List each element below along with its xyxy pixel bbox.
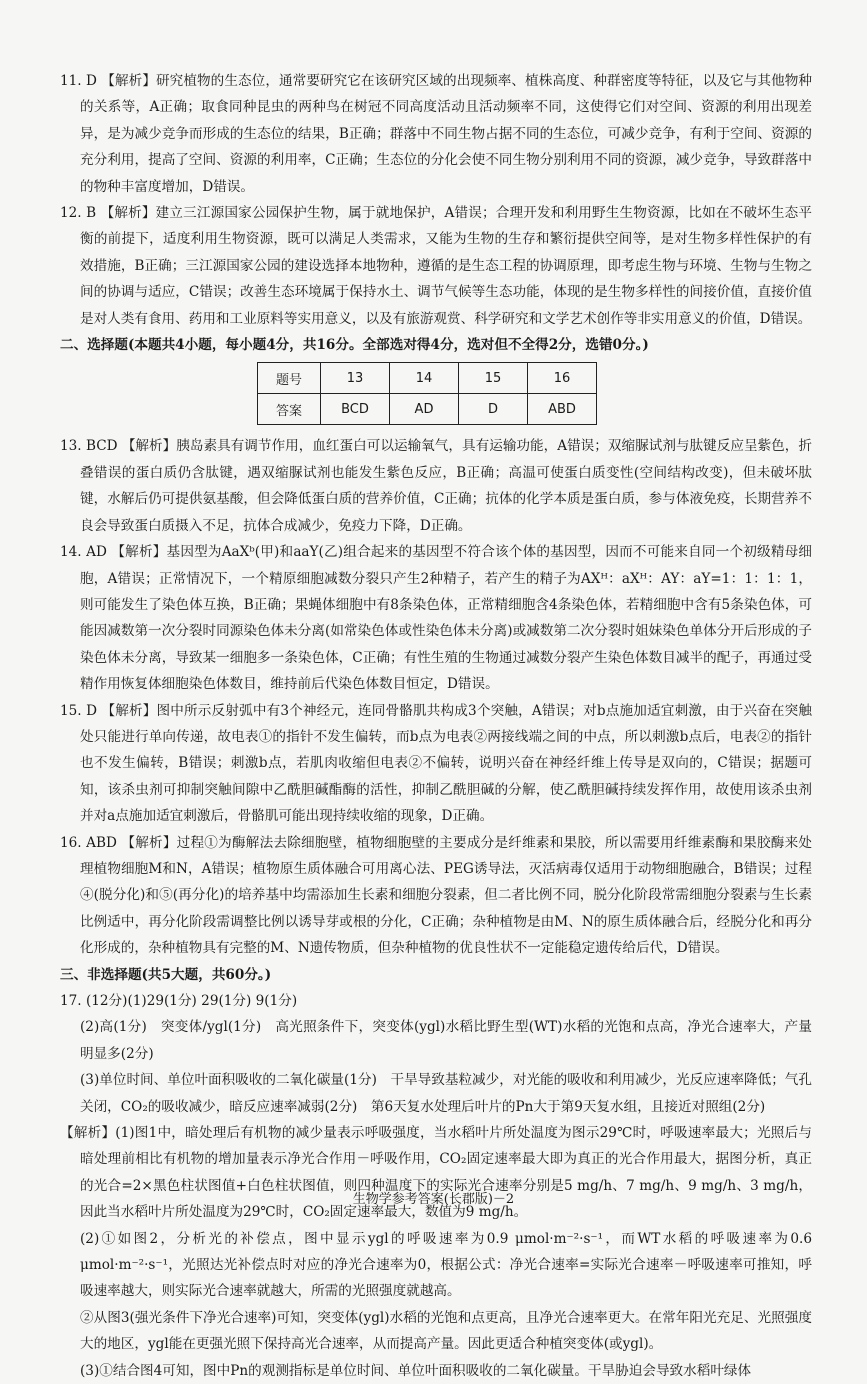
answer-q14: 14. AD 【解析】基因型为AaXᵇ(甲)和aaY(乙)组合起来的基因型不符合该个体的基因型，因而不可能来自同一个初级精母细胞，A错误；正常情况下，一个精原细胞减数分裂只产生2种精子，若产生的精子为AXᴴ：aXᴴ：AY：aY=1：1：1：1，则可能发生了染色体互换，B正确；果蝇体细胞中有8条染色体，正常精细胞含4条染色体，若精细胞中含有5条染色体，可能因减数第一次分裂时同源染色体未分离(如常染色体或性染色体未分离)或减数第二次分裂时姐妹染色单体分开后形成的子染色体未分离，导致某一细胞多一条染色体，C正确；有性生殖的生物通过减数分裂产生染色体数目减半的配子，再通过受精作用恢复体细胞染色体数目，维持前后代染色体数目恒定，D错误。 [60,544,812,693]
q17-part1-c: 9(1分) [255,993,298,1009]
table-cell: 答案 [258,394,321,425]
q17-analysis-4: (3)①结合图4可知，图中Pn的观测指标是单位时间、单位叶面积吸收的二氧化碳量。干旱胁迫会导致水稻叶绿体 [80,1362,752,1379]
answer-table [257,362,597,425]
table-cell: 14 [390,363,459,394]
table-cell: 15 [459,363,528,394]
table-cell: AD [390,394,459,425]
table-cell: ABD [528,394,597,425]
q17-analysis-1: 【解析】(1)图1中，暗处理后有机物的减少量表示呼吸强度，当水稻叶片所处温度为图示29℃时，呼吸速率最大；光照后与暗处理前相比有机物的增加量表示净光合作用－呼吸作用，CO₂固定速率最大即为真正的光合作用最大，据图分析，真正的光合=2×黑色柱状图值+白色柱状图值，则四种温度下的实际光合速率分别是5 mg/h、7 mg/h、9 mg/h、3 mg/h，因此当水稻叶片所处温度为29℃时，CO₂固定速率最大，数值为9 mg/h。 [60,1125,812,1221]
answer-q12: 12. B 【解析】建立三江源国家公园保护生物，属于就地保护，A错误；合理开发和利用野生生物资源，比如在不破坏生态平衡的前提下，适度利用生物资源，既可以满足人类需求，又能为生物的生存和繁衍提供空间等，是对生物多样性保护的有效措施，B正确；三江源国家公园的建设选择本地物种，遵循的是生态工程的协调原理，即考虑生物与环境、生物与生物之间的协调与适应，C错误；改善生态环境属于保持水土、调节气候等生态功能，体现的是生物多样性的间接价值，直接价值是对人类有食用、药用和工业原料等实用意义，以及有旅游观赏、科学研究和文学艺术创作等非实用意义的价值，D错误。 [60,205,812,327]
table-cell: 13 [321,363,390,394]
table-cell: BCD [321,394,390,425]
answer-q17-part2: (2)高(1分) 突变体/ygl(1分) 高光照条件下，突变体(ygl)水稻比野生型(WT)水稻的光饱和点高，净光合速率大，产量明显多(2分) [80,1019,812,1062]
q17-part1-a: 17. (12分)(1)29(1分) [60,993,197,1009]
table-cell: D [459,394,528,425]
answer-q17-line1 [60,988,812,1014]
page-footer: 生物学参考答案(长郡版)－2 [352,1192,515,1207]
answer-q11: 11. D 【解析】研究植物的生态位，通常要研究它在该研究区域的出现频率、植株高度、种群密度等特征，以及它与其他物种的关系等，A正确；取食同种昆虫的两种鸟在树冠不同高度活动且活动频率不同，这使得它们对空间、资源的利用出现差异，是为减少竞争而形成的生态位的结果，B正确；群落中不同生物占据不同的生态位，可减少竞争，有利于空间、资源的充分利用，提高了空间、资源的利用率，C正确；生态位的分化会使不同生物分别利用不同的资源，减少竞争，导致群落中的物种丰富度增加，D错误。 [60,73,812,195]
answer-q16: 16. ABD 【解析】过程①为酶解法去除细胞壁，植物细胞壁的主要成分是纤维素和果胶，所以需要用纤维素酶和果胶酶来处理植物细胞M和N，A错误；植物原生质体融合可用离心法、PEG诱导法，灭活病毒仅适用于动物细胞融合，B错误；过程④(脱分化)和⑤(再分化)的培养基中均需添加生长素和细胞分裂素，但二者比例不同，脱分化阶段常需细胞分裂素与生长素比例适中，再分化阶段需调整比例以诱导芽或根的分化，C正确；杂种植物是由M、N的原生质体融合后，经脱分化和再分化形成的，杂种植物具有完整的M、N遗传物质，但杂种植物的优良性状不一定能稳定遗传给后代，D错误。 [60,834,812,957]
q17-analysis-3: ②从图3(强光条件下净光合速率)可知，突变体(ygl)水稻的光饱和点更高，且净光合速率更大。在常年阳光充足、光照强度大的地区，ygl能在更强光照下保持高光合速率，从而提高产量。因此更适合种植突变体(或ygl)。 [80,1309,812,1353]
section-3-heading: 三、非选择题(共5大题，共60分。) [60,966,272,983]
q17-analysis-2: (2)①如图2，分析光的补偿点，图中显示ygl的呼吸速率为0.9 μmol·m⁻²·s⁻¹，而WT水稻的呼吸速率为0.6 μmol·m⁻²·s⁻¹，光照达光补偿点时对应的净光合速率为0，根据公式：净光合速率=实际光合速率－呼吸速率可推知，呼吸速率越大，则实际光合速率就越大，所需的光照强度就越高。 [80,1230,812,1300]
section-2-heading: 二、选择题(本题共4小题，每小题4分，共16分。全部选对得4分，选对但不全得2分，选错0分。) [60,337,649,354]
table-row [258,363,597,394]
answer-q17-part3: (3)单位时间、单位叶面积吸收的二氧化碳量(1分) 干旱导致基粒减少，对光能的吸收和利用减少，光反应速率降低；气孔关闭，CO₂的吸收减少，暗反应速率减弱(2分) 第6天复水处理后叶片的Pn大于第9天复水组，且接近对照组(2分) [80,1072,812,1115]
answer-q13: 13. BCD 【解析】胰岛素具有调节作用，血红蛋白可以运输氧气，具有运输功能，A错误；双缩脲试剂与肽键反应呈紫色，折叠错误的蛋白质仍含肽键，遇双缩脲试剂也能发生紫色反应，B正确；高温可使蛋白质变性(空间结构改变)，但未破坏肽键，水解后仍可提供氨基酸，但会降低蛋白质的营养价值，C正确；抗体的化学本质是蛋白质，参与体液免疫，长期营养不良会导致蛋白质摄入不足，抗体合成减少，免疫力下降，D正确。 [60,438,812,534]
table-cell: 题号 [258,363,321,394]
page-content [60,68,812,1384]
answer-q15: 15. D 【解析】图中所示反射弧中有3个神经元，连同骨骼肌共构成3个突触，A错误；对b点施加适宜刺激，由于兴奋在突触处只能进行单向传递，故电表①的指针不发生偏转，而b点为电表②两接线端之间的中点，所以刺激b点后，电表②的指针也不发生偏转，B错误；刺激b点，若肌肉收缩但电表②不偏转，说明兴奋在神经纤维上传导是双向的，C错误；据题可知，该杀虫剂可抑制突触间隙中乙酰胆碱酯酶的活性，抑制乙酰胆碱的分解，使乙酰胆碱持续发挥作用，故使用该杀虫剂并对a点施加适宜刺激后，骨骼肌可能出现持续收缩的现象，D正确。 [60,702,812,825]
table-row [258,394,597,425]
table-cell: 16 [528,363,597,394]
q17-part1-b: 29(1分) [201,993,252,1009]
